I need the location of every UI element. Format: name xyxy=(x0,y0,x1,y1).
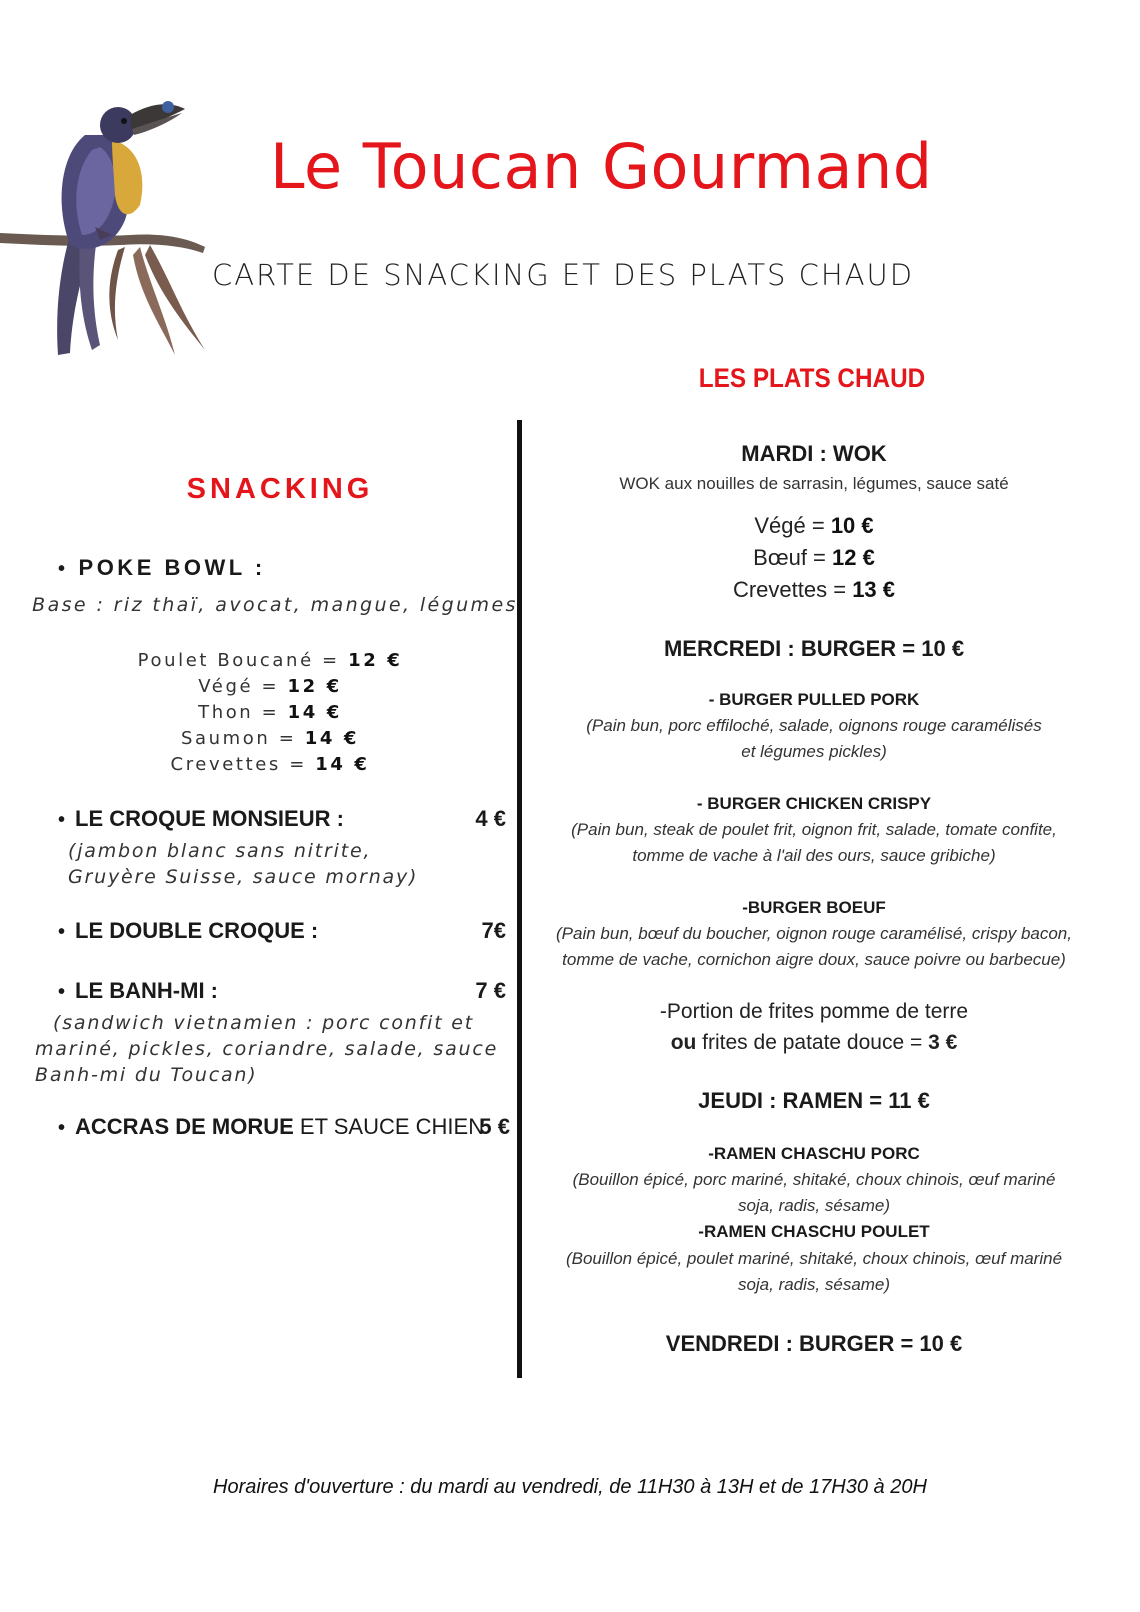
price-line: Bœuf = 12 € xyxy=(753,545,875,570)
bullet-icon: • xyxy=(58,921,66,943)
friday-heading: VENDREDI : BURGER = 10 € xyxy=(665,1331,963,1356)
double-croque-item: • LE DOUBLE CROQUE : 7€ xyxy=(58,918,506,943)
snacking-heading: SNACKING xyxy=(186,473,374,505)
bullet-icon: • xyxy=(58,1117,66,1139)
banh-mi-desc: (sandwich vietnamien : porc confit et mariné, pickles, coriandre, salade, sauce Banh-mi du Toucan) xyxy=(35,1012,499,1086)
price-line: Saumon = 14 € xyxy=(180,728,359,749)
hot-dishes-heading: LES PLATS CHAUD xyxy=(698,363,926,393)
ramen-poulet-desc: (Bouillon épicé, poulet mariné, shitaké, choux chinois, œuf mariné soja, radis, sésame) xyxy=(565,1249,1063,1294)
toucan-icon xyxy=(0,95,215,360)
burger-boeuf-desc: (Pain bun, bœuf du boucher, oignon rouge caramélisé, crispy bacon, tomme de vache, cornichon aigre doux, sauce poivre ou barbecue) xyxy=(556,924,1072,969)
burger-chicken-crispy: - BURGER CHICKEN CRISPY xyxy=(696,794,932,813)
ramen-porc-desc: (Bouillon épicé, porc mariné, shitaké, choux chinois, œuf mariné soja, radis, sésame) xyxy=(572,1170,1056,1215)
croque-monsieur-item: • LE CROQUE MONSIEUR : 4 € xyxy=(58,806,506,831)
price-line: Végé = 10 € xyxy=(754,513,874,538)
fries-portion: -Portion de frites pomme de terre ou frites de patate douce = 3 € xyxy=(659,1000,969,1054)
item-price: 4 € xyxy=(475,806,506,831)
ramen-poulet: -RAMEN CHASCHU POULET xyxy=(698,1222,930,1241)
thursday-heading: JEUDI : RAMEN = 11 € xyxy=(698,1088,930,1113)
price-line: Crevettes = 14 € xyxy=(170,754,370,775)
bullet-icon: • xyxy=(58,809,66,831)
croque-monsieur-desc: (jambon blanc sans nitrite, Gruyère Suisse, sauce mornay) xyxy=(68,840,419,888)
item-price: 7 € xyxy=(475,978,506,1003)
bullet-icon: • xyxy=(58,981,66,1003)
column-divider xyxy=(517,420,522,1378)
poke-bowl-prices xyxy=(80,648,460,778)
banh-mi-item: • LE BANH-MI : 7 € xyxy=(58,978,506,1003)
burger-pulled-pork-desc: (Pain bun, porc effiloché, salade, oignons rouge caramélisés et légumes pickles) xyxy=(586,716,1042,761)
bullet-icon: • xyxy=(58,558,69,580)
restaurant-title: Le Toucan Gourmand xyxy=(270,130,933,203)
price-line: Poulet Boucané = 12 € xyxy=(137,650,403,671)
price-line: Végé = 12 € xyxy=(198,676,342,697)
ramen-porc: -RAMEN CHASCHU PORC xyxy=(708,1144,920,1163)
burger-boeuf: -BURGER BOEUF xyxy=(742,898,886,917)
wednesday-heading: MERCREDI : BURGER = 10 € xyxy=(663,636,965,661)
item-price: 7€ xyxy=(481,918,506,943)
price-line: Thon = 14 € xyxy=(198,702,342,723)
burger-pulled-pork: - BURGER PULLED PORK xyxy=(708,690,920,709)
opening-hours: Horaires d'ouverture : du mardi au vendredi, de 11H30 à 13H et de 17H30 à 20H xyxy=(213,1476,927,1498)
poke-bowl-base: Base : riz thaï, avocat, mangue, légumes xyxy=(32,594,518,616)
tuesday-desc: WOK aux nouilles de sarrasin, légumes, sauce saté xyxy=(619,474,1009,493)
burger-chicken-crispy-desc: (Pain bun, steak de poulet frit, oignon frit, salade, tomate confite, tomme de vache à l'ail des ours, sauce gribiche) xyxy=(571,820,1057,865)
menu-subtitle: CARTE DE SNACKING ET DES PLATS CHAUD xyxy=(212,258,915,292)
tuesday-heading: MARDI : WOK xyxy=(741,441,887,466)
item-price: 5 € xyxy=(479,1114,510,1139)
poke-bowl-title: • POKE BOWL : xyxy=(58,555,266,580)
price-line: Crevettes = 13 € xyxy=(732,577,896,602)
accras-item: • ACCRAS DE MORUE ET SAUCE CHIEN 5 € xyxy=(58,1114,510,1139)
tuesday-prices xyxy=(534,510,1094,606)
